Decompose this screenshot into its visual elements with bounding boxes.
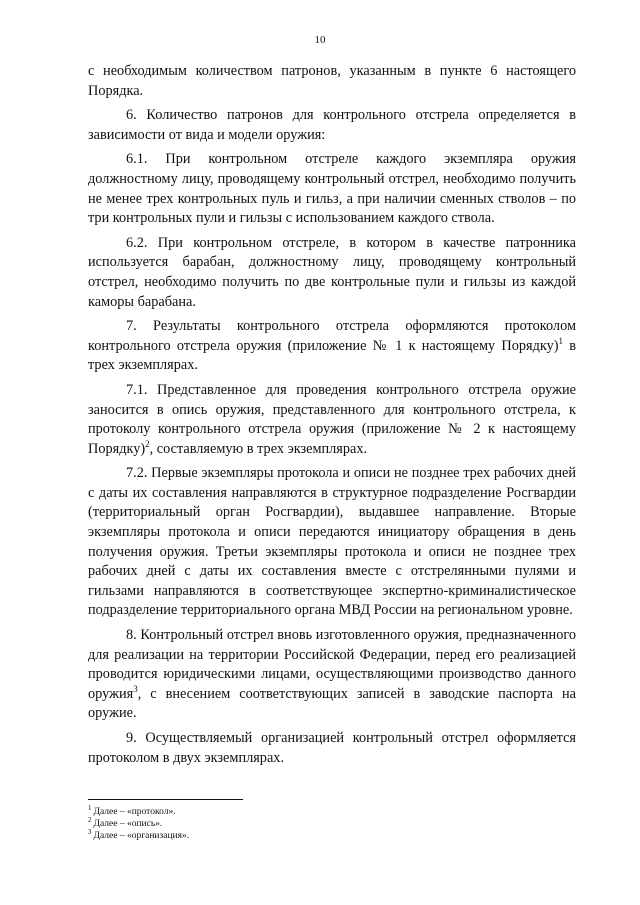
footnotes xyxy=(88,806,488,842)
footnote-text: Далее – «протокол». xyxy=(93,807,176,817)
paragraph-6: 6. Количество патронов для контрольного отстрела определяется в зависимости от вида и модели оружия: xyxy=(88,107,576,143)
footnote-ref-1: 1 xyxy=(558,335,564,346)
footnote-text: Далее – «организация». xyxy=(93,831,190,841)
footnote-2 xyxy=(88,818,488,830)
paragraph-7-1 xyxy=(88,381,576,459)
paragraph-7 xyxy=(88,317,576,376)
footnote-mark: 3 xyxy=(88,828,92,836)
paragraph-6-2: 6.2. При контрольном отстреле, в котором в качестве патронника используется барабан, должностному лицу, проводящему контрольный отстрел, необходимо получить по две контрольные пули и гильзы из каждой каморы барабана. xyxy=(88,234,576,310)
paragraph-7-1-text-end: , составляемую в трех экземплярах. xyxy=(149,440,368,457)
paragraph-9: 9. Осуществляемый организацией контрольный отстрел оформляется протоколом в двух экземплярах. xyxy=(88,730,576,766)
footnote-mark: 1 xyxy=(88,804,92,812)
footnote-ref-2: 2 xyxy=(145,438,150,449)
footnote-1 xyxy=(88,806,488,818)
footnote-text: Далее – «опись». xyxy=(93,819,163,829)
paragraph-8 xyxy=(88,626,576,724)
paragraph-8-text-end: , с внесением соответствующих записей в заводские паспорта на оружие. xyxy=(88,685,576,722)
paragraph-8-text: 8. Контрольный отстрел вновь изготовленного оружия, предназначенного для реализации на территории Российской Федерации, перед его реализацией проводится юридическими лицами, осуществляющими производство данного оружия xyxy=(88,627,576,702)
footnote-mark: 2 xyxy=(88,816,92,824)
paragraph-7-text: 7. Результаты контрольного отстрела оформляются протоколом контрольного отстрела оружия (приложение № 1 к настоящему Порядку) xyxy=(88,318,576,354)
footnote-separator xyxy=(88,799,243,800)
paragraph-7-text-end: в трех экземплярах. xyxy=(88,337,576,374)
document-body xyxy=(88,62,576,773)
page-number: 10 xyxy=(314,34,326,46)
paragraph-7-1-text: 7.1. Представленное для проведения контрольного отстрела оружие заносится в опись оружия, представленного для контрольного отстрела, к протоколу контрольного отстрела оружия (приложение № 2 к настоящему Порядку) xyxy=(88,381,576,457)
footnote-3 xyxy=(88,830,488,842)
paragraph-continuation: с необходимым количеством патронов, указанным в пункте 6 настоящего Порядка. xyxy=(88,63,576,99)
paragraph-7-2: 7.2. Первые экземпляры протокола и описи не позднее трех рабочих дней с даты их составления направляются в структурное подразделение Росгвардии (территориальный орган Росгвардии), выдавшее направление. Вторые экземпляры протокола и описи передаются инициатору обращения в день получения оружия. Третьи экземпляры протокола и описи не позднее трех рабочих дней с даты их составления вместе с отстрелянными пулями и гильзами направляются в соответствующее экспертно-криминалистическое подразделение территориального органа МВД России на региональном уровне. xyxy=(88,465,576,619)
paragraph-6-1: 6.1. При контрольном отстреле каждого экземпляра оружия должностному лицу, проводящему контрольный отстрел, необходимо получить не менее трех контрольных пуль и гильз, а при наличии сменных стволов – по три контрольных пули и гильзы с использованием каждого ствола. xyxy=(88,151,576,227)
footnote-ref-3: 3 xyxy=(133,683,138,694)
